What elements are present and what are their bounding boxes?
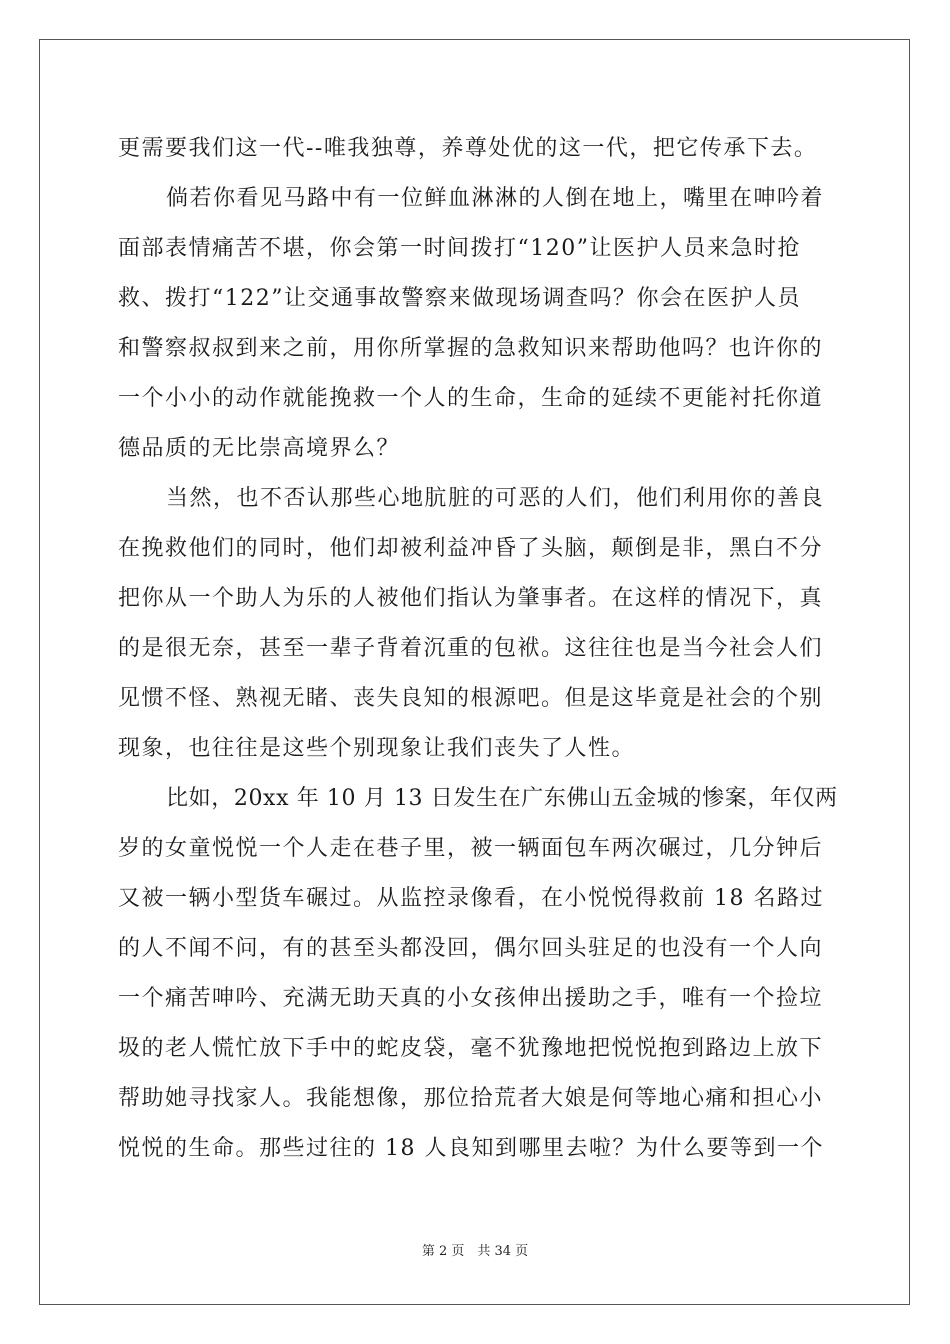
text-line: 又被一辆小型货车碾过。从监控录像看，在小悦悦得救前 18 名路过 <box>118 886 824 911</box>
text-line: 岁的女童悦悦一个人走在巷子里，被一辆面包车两次碾过，几分钟后 <box>118 836 824 861</box>
text-line: 比如，20xx 年 10 月 13 日发生在广东佛山五金城的惨案，年仅两 <box>166 786 838 811</box>
text-line: 的是很无奈，甚至一辈子背着沉重的包袱。这往往也是当今社会人们 <box>118 636 824 661</box>
text-line: 现象，也往往是这些个别现象让我们丧失了人性。 <box>118 736 636 761</box>
text-line: 圾的老人慌忙放下手中的蛇皮袋，毫不犹豫地把悦悦抱到路边上放下 <box>118 1036 824 1061</box>
text-line: 德品质的无比崇高境界么？ <box>118 436 401 461</box>
text-line: 把你从一个助人为乐的人被他们指认为肇事者。在这样的情况下，真 <box>118 586 824 611</box>
text-line: 的人不闻不问，有的甚至头都没回，偶尔回头驻足的也没有一个人向 <box>118 936 824 961</box>
text-line: 一个痛苦呻吟、充满无助天真的小女孩伸出援助之手，唯有一个捡垃 <box>118 986 824 1011</box>
text-line: 救、拨打“122”让交通事故警察来做现场调查吗？你会在医护人员 <box>118 286 801 311</box>
text-line: 面部表情痛苦不堪，你会第一时间拨打“120”让医护人员来急时抢 <box>118 236 801 261</box>
page-number: 第 2 页 共 34 页 <box>421 1244 529 1259</box>
text-line: 一个小小的动作就能挽救一个人的生命，生命的延续不更能衬托你道 <box>118 386 824 411</box>
text-line: 帮助她寻找家人。我能想像，那位拾荒者大娘是何等地心痛和担心小 <box>118 1086 824 1111</box>
text-line: 悦悦的生命。那些过往的 18 人良知到哪里去啦？为什么要等到一个 <box>118 1136 824 1161</box>
text-line: 倘若你看见马路中有一位鲜血淋淋的人倒在地上，嘴里在呻吟着 <box>166 186 825 211</box>
text-line: 更需要我们这一代--唯我独尊，养尊处优的这一代，把它传承下去。 <box>118 136 818 161</box>
text-line: 见惯不怪、熟视无睹、丧失良知的根源吧。但是这毕竟是社会的个别 <box>118 686 824 711</box>
text-line: 当然，也不否认那些心地肮脏的可恶的人们，他们利用你的善良 <box>166 486 825 511</box>
text-line: 在挽救他们的同时，他们却被利益冲昏了头脑，颠倒是非，黑白不分 <box>118 536 824 561</box>
text-line: 和警察叔叔到来之前，用你所掌握的急救知识来帮助他吗？也许你的 <box>118 336 824 361</box>
